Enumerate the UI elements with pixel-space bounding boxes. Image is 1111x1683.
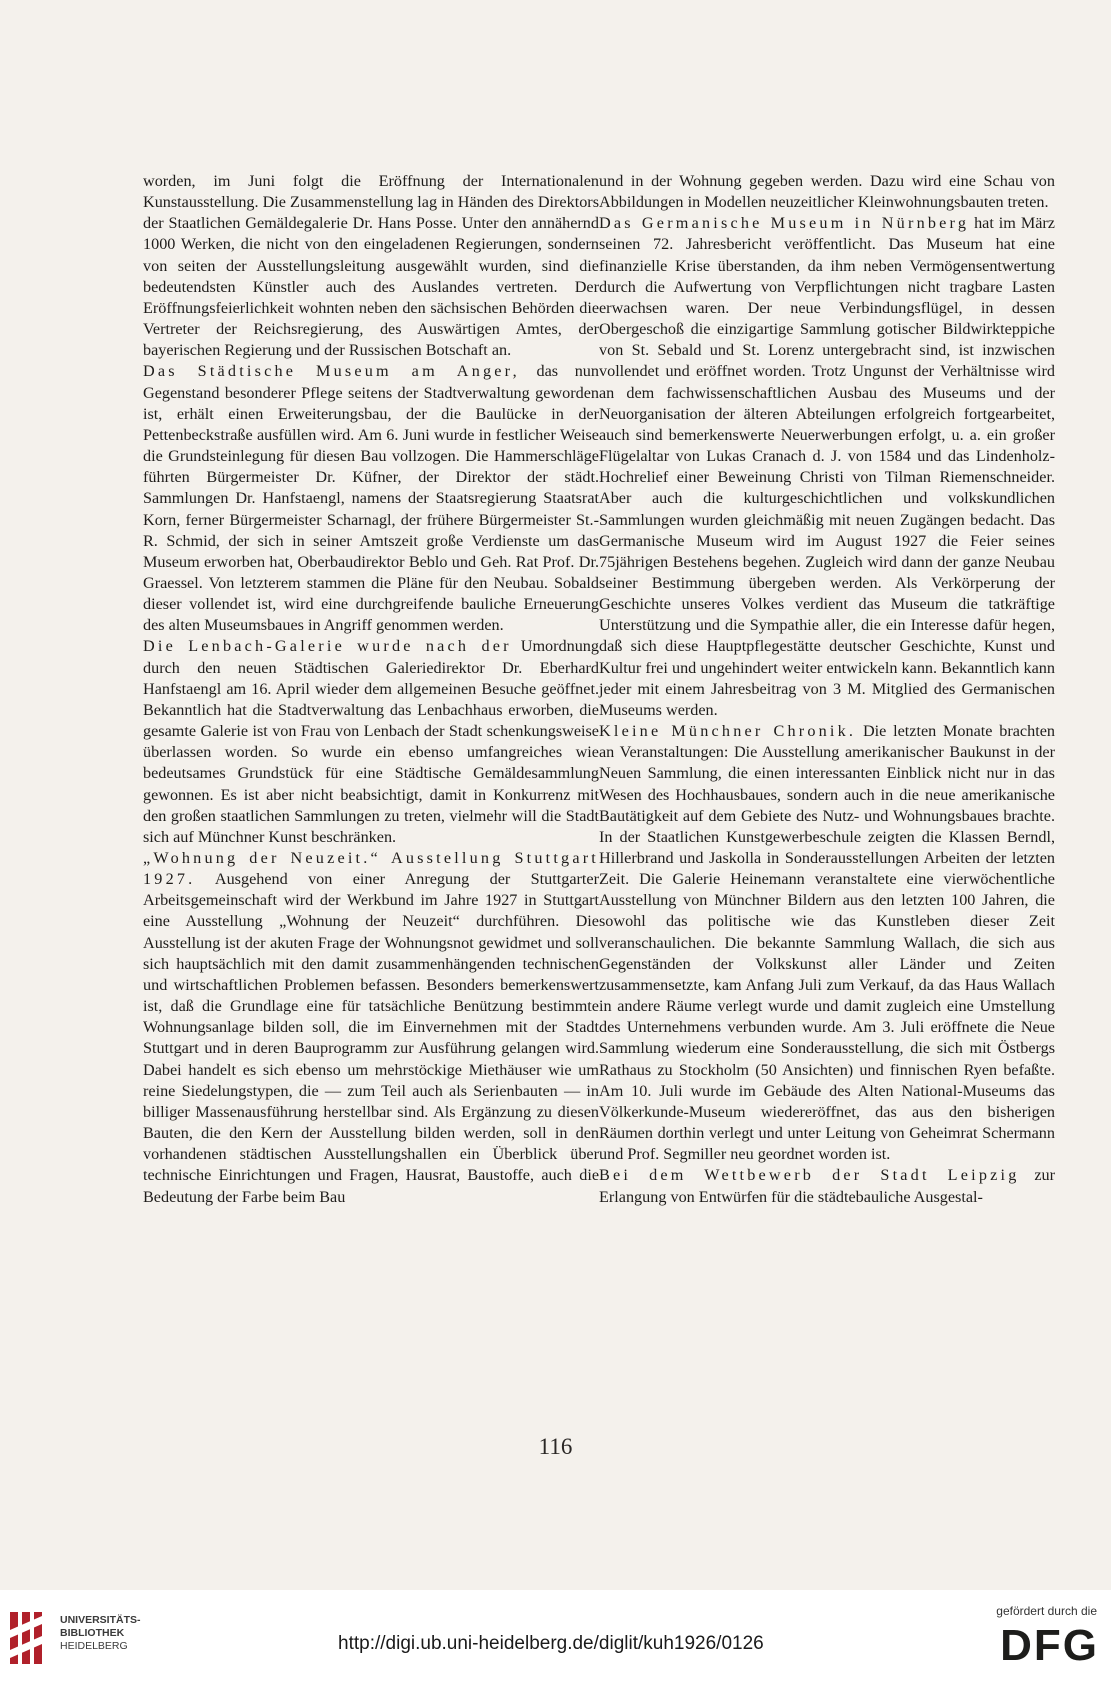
paragraph-heading: Das Städtische Museum am Anger, xyxy=(143,362,520,381)
permalink-url[interactable]: http://digi.ub.uni-heidelberg.de/diglit/kuh1926/0126 xyxy=(338,1633,764,1654)
paragraph-body: Die letzten Monate brachten an Veranstaltungen: Die Ausstellung amerikanischer Baukunst in der Neuen Sammlung, die einen interessanten Einblick nicht nur in das Wesen des Hochhausbaues, sondern auch in die neue amerikanische Bautätigkeit auf dem Gebiete des Nutz- und Wohnungsbaues brachte. In der Staatlichen Kunstgewerbeschule zeigten die Klassen Berndl, Hillerbrand und Jaskolla in Sonderausstellungen Arbeiten der letzten Zeit. Die Galerie Heinemann veranstaltete eine vierwöchentliche Ausstellung von Münchner Bildern aus den letzten 100 Jahren, die sowohl das politische wie das Kunstleben dieser Zeit veranschaulichen. Die bekannte Sammlung Wallach, die sich aus Gegenständen der Volkskunst aller Länder und Zeiten zusammensetzte, kam Anfang Juli zum Verkauf, da das Haus Wallach in andere Räume verlegt wurde und damit zugleich eine Umstellung des Unternehmens verbunden wurde. Am 3. Juli eröffnete die Neue Sammlung wiederum eine Sonderausstellung, die sich mit Östbergs Rathaus zu Stockholm (50 Ansichten) und finnischen Ryen befaßte. Am 10. Juli wurde im Gebäude des Alten National-Museums das Völkerkunde-Museum wiedereröffnet, das aus den bisherigen Räumen dorthin verlegt und unter Leitung von Geheimrat Schermann und Prof. Segmiller neu geordnet worden ist. xyxy=(599,722,1055,1164)
paragraph xyxy=(143,636,599,848)
paragraph-heading: Bei dem Wettbewerb der Stadt Leipzig xyxy=(599,1166,1020,1185)
paragraph xyxy=(599,213,1055,721)
paragraph xyxy=(143,361,599,636)
page-number: 116 xyxy=(538,1434,573,1459)
paragraph-heading: Die Lenbach-Galerie wurde nach der xyxy=(143,637,512,656)
paragraph-body: hat im März seinen 72. Jahresbericht veröffentlicht. Das Museum hat eine finanzielle Krise überstanden, da ihm neben Vermögensentwertung durch die Aufwertung von Verpflichtungen nicht tragbare Lasten erwachsen waren. Der neue Verbindungsflügel, in dessen Obergeschoß die einzigartige Sammlung gotischer Bildwirkteppiche von St. Sebald und St. Lorenz untergebracht sind, ist inzwischen vollendet und eröffnet worden. Trotz Ungunst der Verhältnisse wird an dem fachwissenschaftlichen Ausbau des Museums und der Neuorganisation der älteren Abteilungen erfolgreich fortgearbeitet, auch sind bemerkenswerte Neuerwerbungen erfolgt, u. a. ein großer Flügelaltar von Lukas Cranach d. J. von 1584 und das Lindenholz-Hochrelief einer Beweinung Christi von Tilman Riemenschneider. Aber auch die kulturgeschichtlichen und volkskundlichen Sammlungen wurden gleichmäßig mit neuen Zugängen bedacht. Das Germanische Museum wird im August 1927 die Feier seines 75jährigen Bestehens begehen. Zugleich wird dann der ganze Neubau seiner Bestimmung übergeben werden. Als Verkörperung der Geschichte unseres Volkes verdient das Museum die tatkräftige Unterstützung und die Sympathie aller, die ein Interesse dafür hegen, daß sich diese Hauptpflegestätte deutscher Geschichte, Kunst und Kultur frei und ungehindert weiter entwickeln kann. Bekanntlich kann jeder mit einem Jahresbeitrag von 3 M. Mitglied des Germanischen Museums werden. xyxy=(599,214,1055,719)
library-line: UNIVERSITÄTS- xyxy=(60,1614,141,1626)
paragraph-body: Umordnung durch den neuen Städtischen Galeriedirektor Dr. Eberhard Hanfstaengl am 16. April wieder dem allgemeinen Besuche geöffnet. Bekanntlich hat die Stadtverwaltung das Lenbachhaus erworben, die gesamte Galerie ist von Frau von Lenbach der Stadt schenkungsweise überlassen worden. So wurde ein ebenso umfangreiches wie bedeutsames Grundstück für eine Städtische Gemäldesammlung gewonnen. Es ist aber nicht beabsichtigt, damit in Konkurrenz mit den großen staatlichen Sammlungen zu treten, vielmehr will die Stadt sich auf Münchner Kunst beschränken. xyxy=(143,637,599,846)
paragraph-body: zur Erlangung von Entwürfen für die städtebauliche Ausgestal- xyxy=(599,1166,1055,1206)
paragraph-body: das nun Gegenstand besonderer Pflege seitens der Stadtverwaltung geworden ist, erhält einen Erweiterungsbau, der die Baulücke in der Pettenbeckstraße ausfüllen wird. Am 6. Juni wurde in festlicher Weise die Grundsteinlegung für diesen Bau vollzogen. Die Hammerschläge führten Bürgermeister Dr. Küfner, der Direktor der städt. Sammlungen Dr. Hanfstaengl, namens der Staatsregierung Staatsrat Korn, ferner Bürgermeister Scharnagl, der frühere Bürgermeister St.-R. Schmid, der sich in seiner Amtszeit große Verdienste um das Museum erworben hat, Oberbaudirektor Beblo und Geh. Rat Prof. Dr. Graessel. Von letzterem stammen die Pläne für den Neubau. Sobald dieser vollendet ist, wird eine durchgreifende bauliche Erneuerung des alten Museumsbaues in Angriff genommen werden. xyxy=(143,362,599,635)
digitization-footer xyxy=(0,1590,1111,1683)
funding-caption: gefördert durch die xyxy=(996,1604,1097,1618)
paragraph-body: und in der Wohnung gegeben werden. Dazu wird eine Schau von Abbildungen in Modellen neuzeitlicher Kleinwohnungsbauten treten. xyxy=(599,172,1055,212)
paragraph xyxy=(599,721,1055,1165)
left-column xyxy=(143,171,599,1208)
paragraph xyxy=(143,171,599,361)
paragraph-body: Ausgehend von einer Anregung der Stuttgarter Arbeitsgemeinschaft wird der Werkbund im Jahre 1927 in Stuttgart eine Ausstellung „Wohnung der Neuzeit“ durchführen. Die Ausstellung ist der akuten Frage der Wohnungsnot gewidmet und soll sich hauptsächlich mit den damit zusammenhängenden technischen und wirtschaftlichen Problemen befassen. Besonders bemerkenswert ist, daß die Grundlage eine für tatsächliche Benützung bestimmte Wohnungsanlage bilden soll, die im Einvernehmen mit der Stadt Stuttgart und in deren Bauprogramm zur Ausführung gelangen wird. Dabei handelt es sich ebenso um mehrstöckige Miethäuser wie um reine Siedelungstypen, die — zum Teil auch als Serienbauten — in billiger Massenausführung herstellbar sind. Als Ergänzung zu diesen Bauten, die den Kern der Ausstellung bilden werden, soll in den vorhandenen städtischen Ausstellungshallen ein Überblick über technische Einrichtungen und Fragen, Hausrat, Baustoffe, auch die Bedeutung der Farbe beim Bau xyxy=(143,870,599,1206)
right-column xyxy=(599,171,1055,1208)
library-name xyxy=(60,1614,141,1653)
university-library-logo-icon xyxy=(8,1610,52,1666)
paragraph-heading: Kleine Münchner Chronik. xyxy=(599,722,857,741)
paragraph-heading: „Wohnung der Neuzeit.“ Ausstellung Stuttgart 1927. xyxy=(143,849,599,889)
dfg-logo: DFG xyxy=(1000,1621,1099,1670)
paragraph xyxy=(143,848,599,1208)
library-line: HEIDELBERG xyxy=(60,1640,128,1652)
paragraph-body: worden, im Juni folgt die Eröffnung der Internationalen Kunstausstellung. Die Zusammenstellung lag in Händen des Direktors der Staatlichen Gemäldegalerie Dr. Hans Posse. Unter den annähernd 1000 Werken, die nicht von den eingeladenen Regierungen, sondern von seiten der Ausstellungsleitung ausgewählt wurden, sind die bedeutendsten Künstler auch des Auslandes vertreten. Der Eröffnungsfeierlichkeit wohnten neben den sächsischen Behörden die Vertreter der Reichsregierung, des Auswärtigen Amtes, der bayerischen Regierung und der Russischen Botschaft an. xyxy=(143,172,599,360)
library-line: BIBLIOTHEK xyxy=(60,1627,125,1639)
paragraph xyxy=(599,1165,1055,1207)
paragraph xyxy=(599,171,1055,213)
paragraph-heading: Das Germanische Museum in Nürnberg xyxy=(599,214,970,233)
